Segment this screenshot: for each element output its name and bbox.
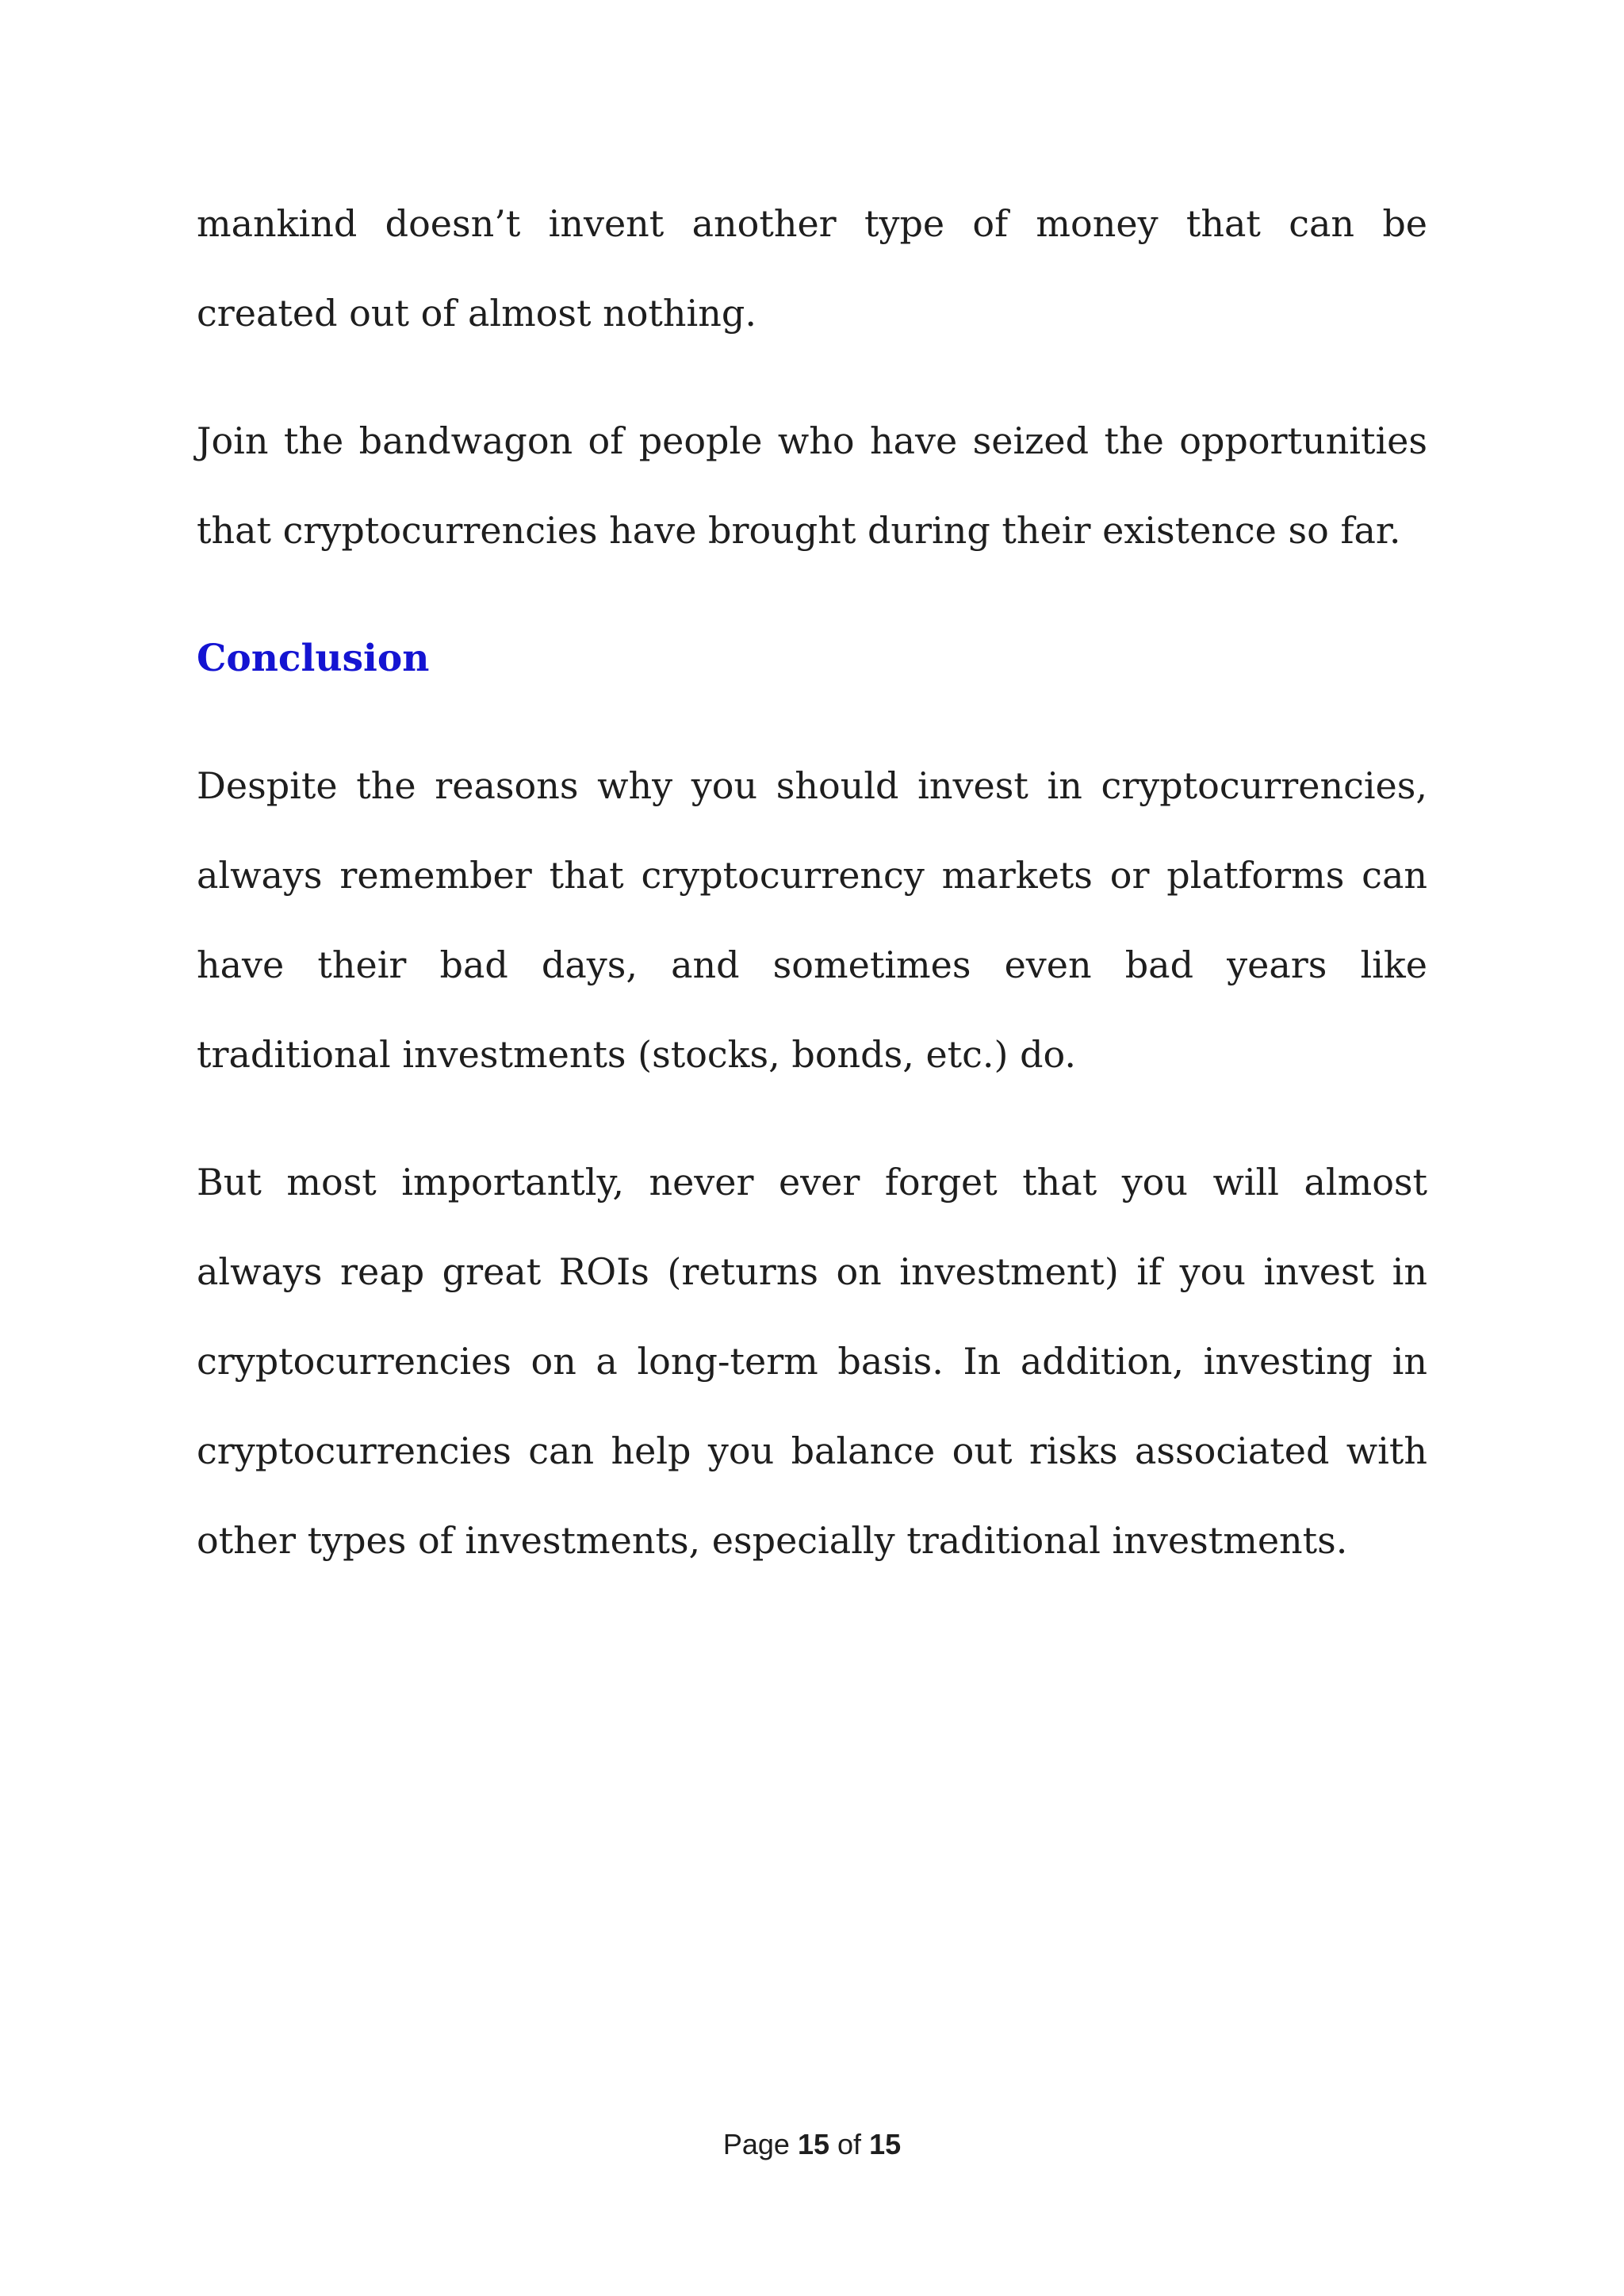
page-footer: [0, 2128, 1624, 2161]
total-pages-number: 15: [869, 2128, 902, 2160]
paragraph-despite: Despite the reasons why you should invest in cryptocurrencies, always remember that cryptocurrency markets or platforms can have their bad days, and sometimes even bad years like traditional investments (stocks, bonds, etc.) do.: [197, 764, 1427, 1076]
paragraph-join: Join the bandwagon of people who have seized the opportunities that cryptocurrencies have brought during their existence so far.: [197, 419, 1427, 552]
current-page-number: 15: [797, 2128, 830, 2160]
page-content: [197, 179, 1427, 1624]
paragraph-most-importantly: But most importantly, never ever forget that you will almost always reap great ROIs (returns on investment) if you invest in cryptocurrencies on a long-term basis. In addition, investing in cryptocurrencies can help you balance out risks associated with other types of investments, especially traditional investments.: [197, 1161, 1427, 1562]
of-label: of: [837, 2128, 862, 2160]
page-label: Page: [722, 2128, 790, 2160]
section-heading-conclusion: Conclusion: [197, 637, 430, 680]
paragraph-continuation: mankind doesn’t invent another type of money that can be created out of almost nothing.: [197, 202, 1427, 335]
